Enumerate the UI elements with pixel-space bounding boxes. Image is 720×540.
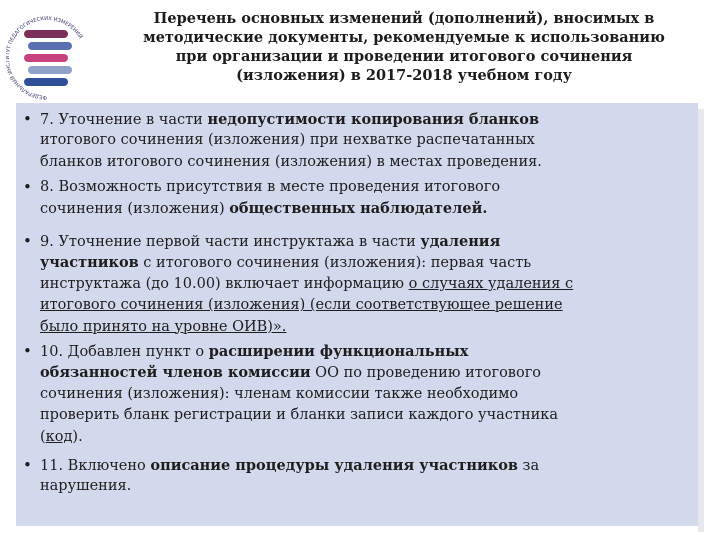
fipi-logo — [6, 8, 88, 104]
item-text-line — [40, 317, 286, 338]
bullet-icon: • — [23, 232, 32, 250]
page-title — [94, 9, 714, 85]
bullet-icon: • — [23, 110, 32, 128]
book-shape — [24, 78, 68, 86]
title-line: при организации и проведении итогового сочинения — [175, 48, 633, 65]
item-text: ). — [72, 428, 83, 445]
item-text-line — [40, 455, 539, 477]
underlined-text: было принято на уровне ОИВ)». — [40, 318, 287, 335]
book-shape — [24, 54, 68, 62]
bullet-icon: • — [23, 342, 32, 360]
item-text: бланков итогового сочинения (изложения) в местах проведения. — [40, 153, 542, 170]
book-shape — [28, 66, 72, 74]
item-text-line — [40, 476, 131, 497]
book-shape — [28, 42, 72, 50]
item-text-line — [40, 427, 83, 448]
list-item — [16, 341, 698, 448]
item-text: инструктажа (до 10.00) включает информацию — [40, 275, 409, 292]
title-line: Перечень основных изменений (дополнений), вносимых в — [153, 10, 655, 27]
item-text: 10. Добавлен пункт о — [40, 344, 209, 360]
emphasis-text: обязанностей членов комиссии — [40, 364, 311, 382]
title-line: (изложения) в 2017-2018 учебном году — [236, 67, 572, 84]
logo-graphic — [6, 8, 88, 104]
list-item — [16, 109, 698, 173]
underlined-text: код — [45, 428, 73, 445]
list-item — [16, 177, 698, 220]
underlined-text: о случаях удаления с — [408, 275, 574, 292]
item-text-line — [40, 295, 563, 316]
logo-ring-text: ФЕДЕРАЛЬНЫЙ ИН УТ ПЕДАГОГИЧЕСКИХ ИЗМЕРЕНИЙ — [6, 15, 84, 101]
item-text: ОО по проведению итогового — [310, 365, 542, 382]
emphasis-text: описание процедуры удаления участников — [150, 457, 518, 474]
list-item — [16, 231, 698, 338]
emphasis-text: удаления — [420, 233, 501, 250]
item-text-line — [40, 274, 573, 295]
item-text-line — [40, 130, 535, 151]
emphasis-text: участников — [40, 254, 139, 272]
item-text: 7. Уточнение в части — [40, 112, 208, 128]
underlined-text: итогового сочинения (изложения) (если соответствующее решение — [40, 297, 563, 314]
book-shape — [24, 30, 68, 38]
item-text-line — [40, 231, 500, 253]
item-text-line — [40, 109, 539, 131]
item-text-line — [40, 362, 541, 384]
item-text-line — [40, 252, 531, 274]
bullet-icon: • — [23, 456, 32, 474]
emphasis-text: общественных наблюдателей. — [229, 200, 488, 218]
item-text-line — [40, 198, 487, 220]
item-text-line — [40, 177, 500, 198]
list-item — [16, 455, 698, 498]
item-text-line — [40, 405, 558, 426]
item-text-line — [40, 384, 518, 405]
item-text: за — [517, 458, 540, 474]
title-line: методические документы, рекомендуемые к использованию — [143, 29, 665, 46]
item-text: итогового сочинения (изложения) при нехватке распечатанных — [40, 132, 535, 149]
item-text: проверить бланк регистрации и бланки записи каждого участника — [40, 407, 558, 424]
content-panel — [16, 103, 698, 526]
book-stack-icon — [24, 30, 72, 86]
item-text: сочинения (изложения): членам комиссии также необходимо — [40, 385, 519, 402]
item-text: сочинения (изложения) — [40, 201, 230, 218]
item-text: нарушения. — [40, 478, 132, 495]
item-text: 8. Возможность присутствия в месте проведения итогового — [40, 179, 501, 195]
item-text: ( — [40, 428, 46, 445]
emphasis-text: расширении функциональных — [208, 343, 469, 360]
item-text: 9. Уточнение первой части инструктажа в части — [40, 234, 421, 250]
item-text: с итогового сочинения (изложения): первая часть — [138, 255, 532, 272]
item-text: 11. Включено — [40, 458, 151, 474]
item-text-line — [40, 152, 542, 173]
emphasis-text: недопустимости копирования бланков — [207, 111, 540, 128]
item-text-line — [40, 341, 468, 363]
bullet-icon: • — [23, 178, 32, 196]
